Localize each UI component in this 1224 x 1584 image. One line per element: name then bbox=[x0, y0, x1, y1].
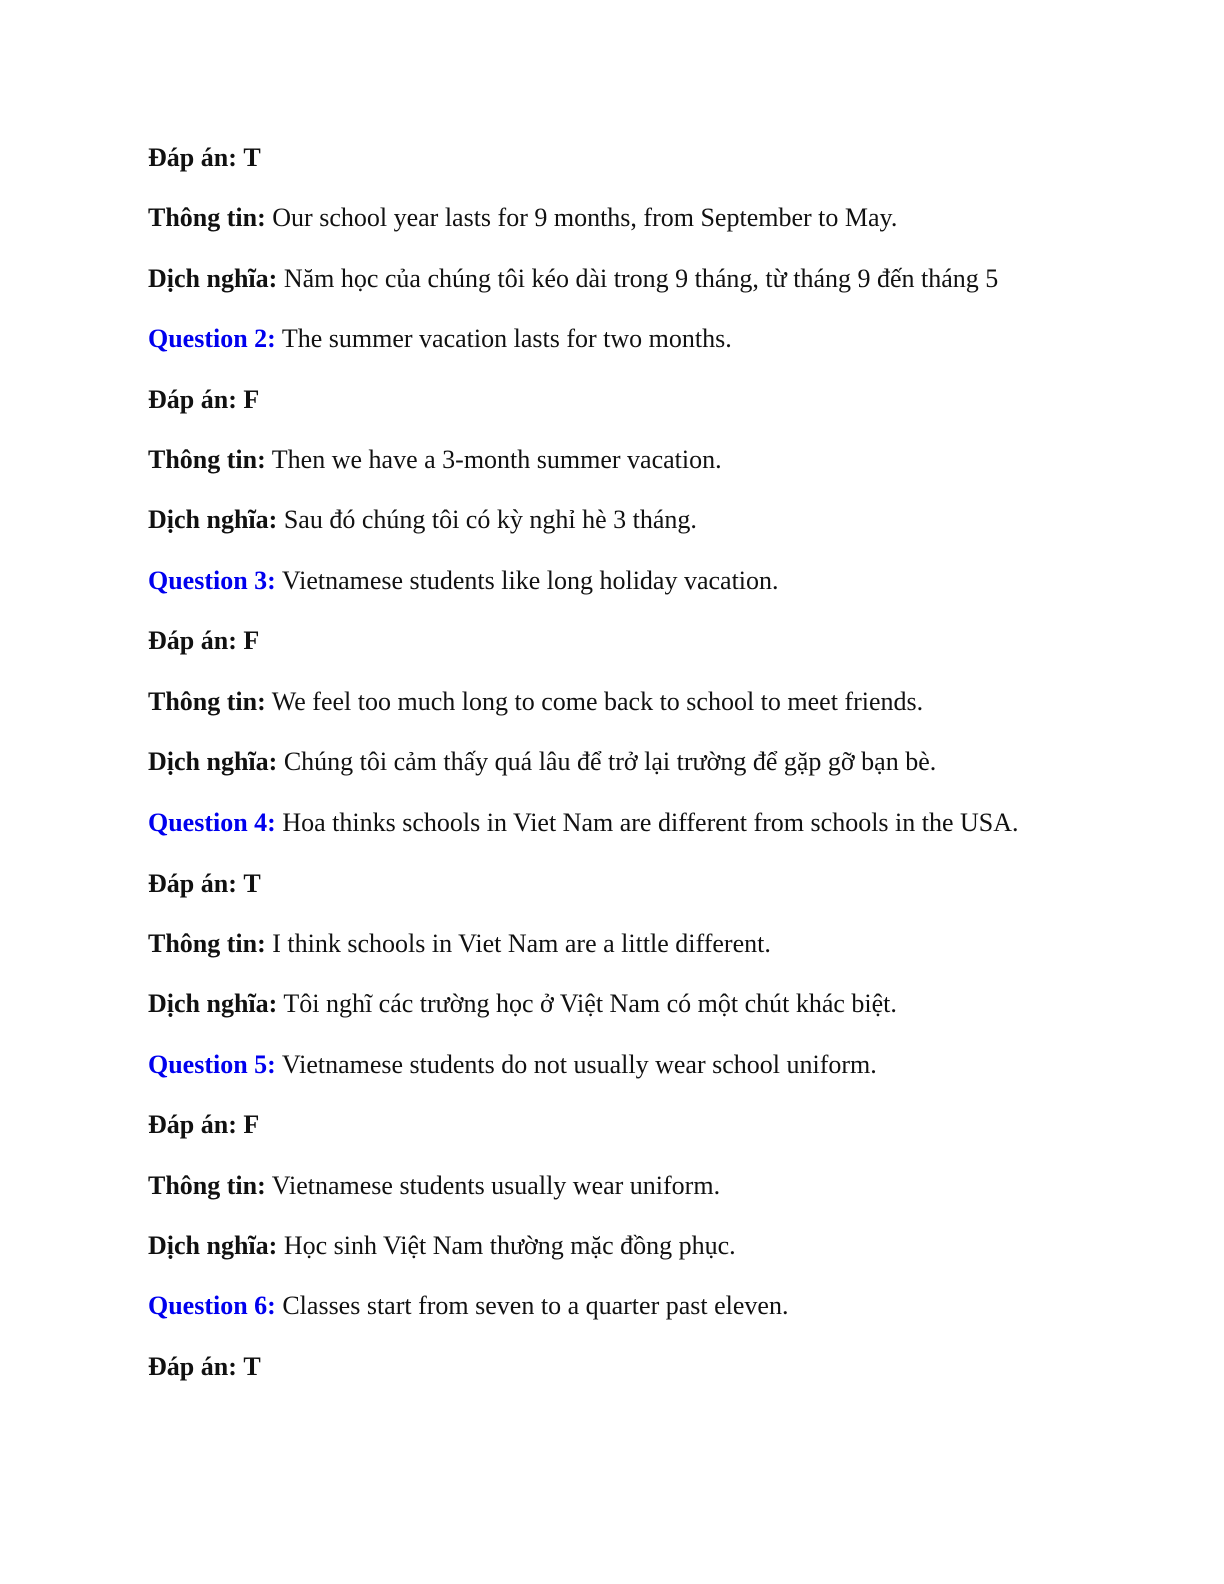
info-text: Then we have a 3-month summer vacation. bbox=[271, 444, 722, 474]
info-line bbox=[148, 442, 1062, 478]
document-page bbox=[148, 140, 1062, 1409]
answer-value: T bbox=[243, 1351, 261, 1381]
answer-line bbox=[148, 1349, 1062, 1385]
translation-label: Dịch nghĩa: bbox=[148, 746, 278, 776]
answer-label: Đáp án: bbox=[148, 626, 237, 656]
question-text: Vietnamese students like long holiday vacation. bbox=[281, 565, 779, 595]
answer-value: T bbox=[243, 868, 261, 898]
translation-text: Sau đó chúng tôi có kỳ nghỉ hè 3 tháng. bbox=[283, 505, 697, 535]
question-text: The summer vacation lasts for two months. bbox=[281, 324, 732, 354]
answer-label: Đáp án: bbox=[148, 1351, 237, 1381]
info-text: We feel too much long to come back to school to meet friends. bbox=[271, 686, 924, 716]
info-label: Thông tin: bbox=[148, 686, 266, 716]
translation-line bbox=[148, 502, 1062, 538]
answer-line bbox=[148, 1107, 1062, 1143]
answer-value: T bbox=[243, 143, 261, 172]
question-label: Question 6: bbox=[148, 1291, 276, 1321]
info-text: Vietnamese students usually wear uniform. bbox=[271, 1170, 721, 1200]
question-text: Vietnamese students do not usually wear school uniform. bbox=[281, 1049, 877, 1079]
question-line bbox=[148, 1047, 1062, 1083]
question-label: Question 2: bbox=[148, 324, 276, 354]
translation-text: Năm học của chúng tôi kéo dài trong 9 tháng, từ tháng 9 đến tháng 5 bbox=[283, 263, 999, 293]
info-label: Thông tin: bbox=[148, 1170, 266, 1200]
question-text: Hoa thinks schools in Viet Nam are different from schools in the USA. bbox=[282, 808, 1019, 838]
answer-label: Đáp án: bbox=[148, 143, 237, 172]
translation-text: Chúng tôi cảm thấy quá lâu để trở lại trường để gặp gỡ bạn bè. bbox=[283, 746, 937, 776]
answer-line bbox=[148, 866, 1062, 902]
answer-value: F bbox=[243, 384, 260, 414]
info-line bbox=[148, 1168, 1062, 1204]
answer-line bbox=[148, 623, 1062, 659]
info-line bbox=[148, 926, 1062, 962]
answer-label: Đáp án: bbox=[148, 1110, 237, 1140]
info-text: Our school year lasts for 9 months, from September to May. bbox=[272, 203, 898, 233]
question-line bbox=[148, 321, 1062, 357]
answer-value: F bbox=[243, 1110, 260, 1140]
question-text: Classes start from seven to a quarter past eleven. bbox=[282, 1291, 789, 1321]
translation-line bbox=[148, 261, 1062, 297]
answer-label: Đáp án: bbox=[148, 868, 237, 898]
translation-line bbox=[148, 744, 1062, 780]
question-line bbox=[148, 563, 1062, 599]
question-label: Question 3: bbox=[148, 565, 276, 595]
question-label: Question 5: bbox=[148, 1049, 276, 1079]
translation-label: Dịch nghĩa: bbox=[148, 263, 278, 293]
info-line bbox=[148, 684, 1062, 720]
info-line bbox=[148, 200, 1062, 236]
translation-text: Tôi nghĩ các trường học ở Việt Nam có một chút khác biệt. bbox=[283, 989, 897, 1019]
answer-line bbox=[148, 382, 1062, 418]
answer-label: Đáp án: bbox=[148, 384, 237, 414]
translation-label: Dịch nghĩa: bbox=[148, 1231, 278, 1261]
translation-label: Dịch nghĩa: bbox=[148, 989, 278, 1019]
question-line bbox=[148, 1288, 1062, 1324]
question-line bbox=[148, 804, 1062, 841]
answer-line bbox=[148, 140, 1062, 176]
info-label: Thông tin: bbox=[148, 203, 266, 233]
translation-line bbox=[148, 1228, 1062, 1264]
translation-line bbox=[148, 986, 1062, 1022]
translation-text: Học sinh Việt Nam thường mặc đồng phục. bbox=[283, 1231, 736, 1261]
translation-label: Dịch nghĩa: bbox=[148, 505, 278, 535]
answer-value: F bbox=[243, 626, 260, 656]
info-label: Thông tin: bbox=[148, 444, 266, 474]
question-label: Question 4: bbox=[148, 808, 276, 838]
info-label: Thông tin: bbox=[148, 929, 266, 959]
info-text: I think schools in Viet Nam are a little different. bbox=[272, 929, 771, 959]
